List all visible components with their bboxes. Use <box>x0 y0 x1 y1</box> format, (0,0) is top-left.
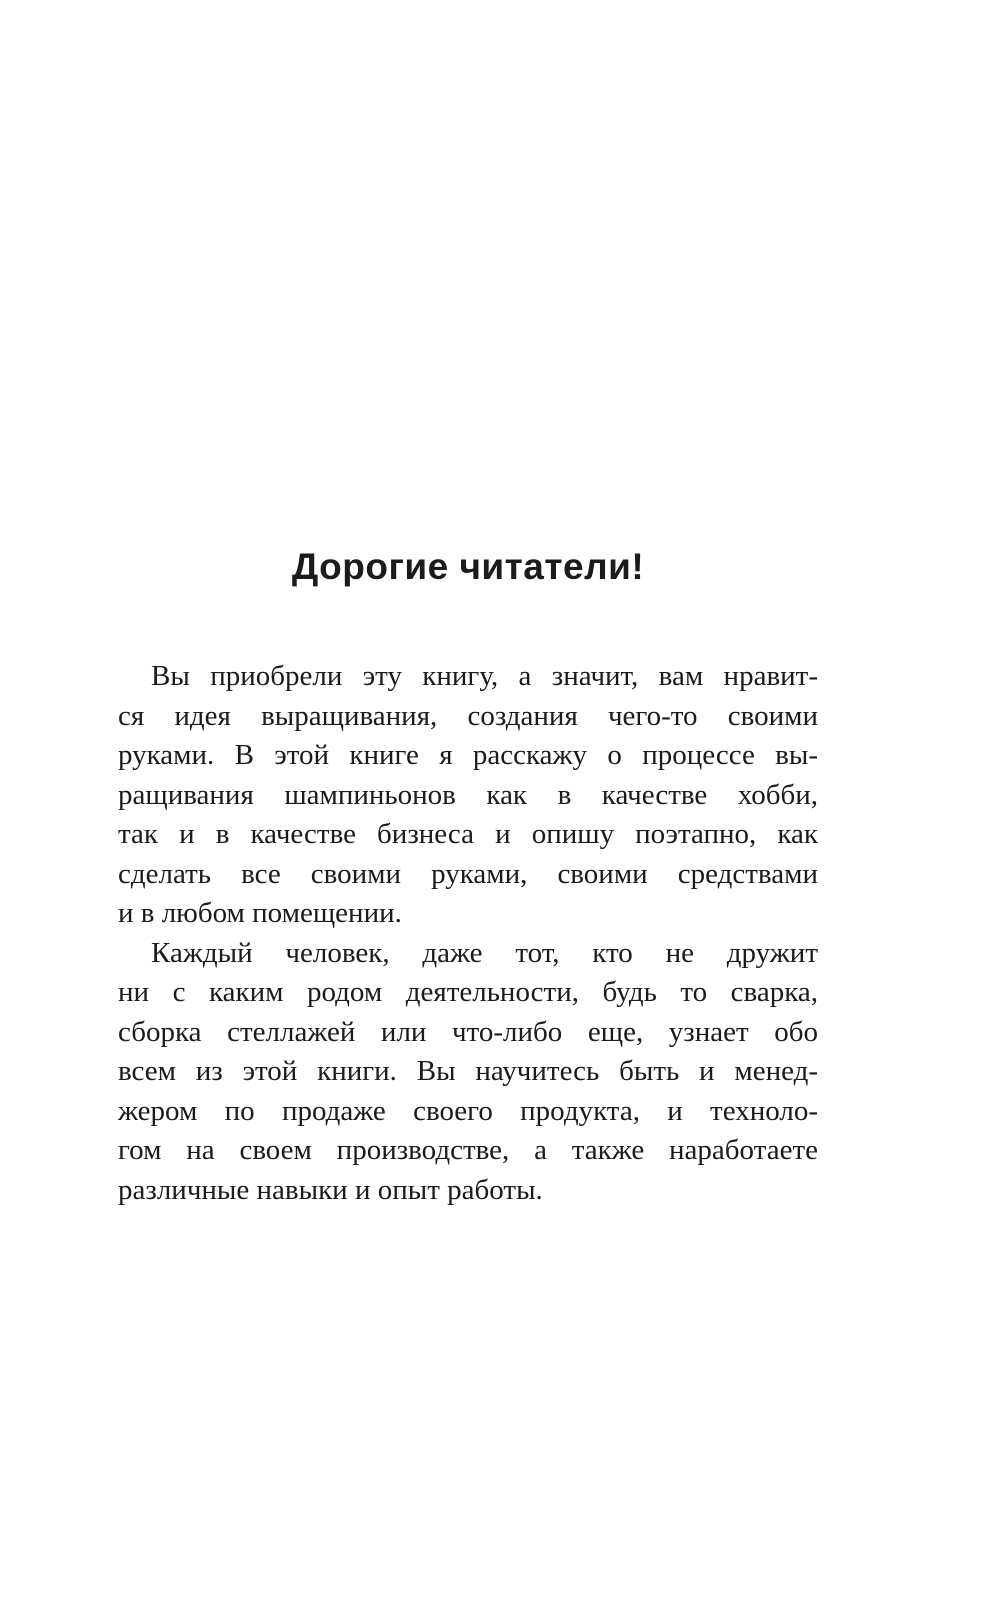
paragraph <box>118 934 818 1211</box>
text-line: гом на своем производстве, а также наработаете <box>118 1134 818 1166</box>
text-line: жером по продаже своего продукта, и техноло- <box>118 1094 818 1127</box>
text-line: Вы приобрели эту книгу, а значит, вам нравит- <box>151 660 818 692</box>
paragraph <box>118 657 818 934</box>
text-line: ращивания шампиньонов как в качестве хобби, <box>118 778 818 811</box>
text-line: сделать все своими руками, своими средствами <box>118 857 818 890</box>
text-line: и в любом помещении. <box>118 897 402 929</box>
text-line: сборка стеллажей или что-либо еще, узнает обо <box>118 1015 818 1048</box>
text-line: так и в качестве бизнеса и опишу поэтапно, как <box>118 818 818 850</box>
text-line: ся идея выращивания, создания чего-то своими <box>118 699 818 732</box>
text-block <box>118 657 818 1210</box>
text-line: всем из этой книги. Вы научитесь быть и менед- <box>118 1055 818 1087</box>
text-line: различные навыки и опыт работы. <box>118 1173 543 1206</box>
text-line: Каждый человек, даже тот, кто не дружит <box>151 936 818 969</box>
page-title: Дорогие читатели! <box>291 546 645 587</box>
text-line: руками. В этой книге я расскажу о процессе вы- <box>118 739 818 771</box>
text-line: ни с каким родом деятельности, будь то сварка, <box>118 976 818 1008</box>
